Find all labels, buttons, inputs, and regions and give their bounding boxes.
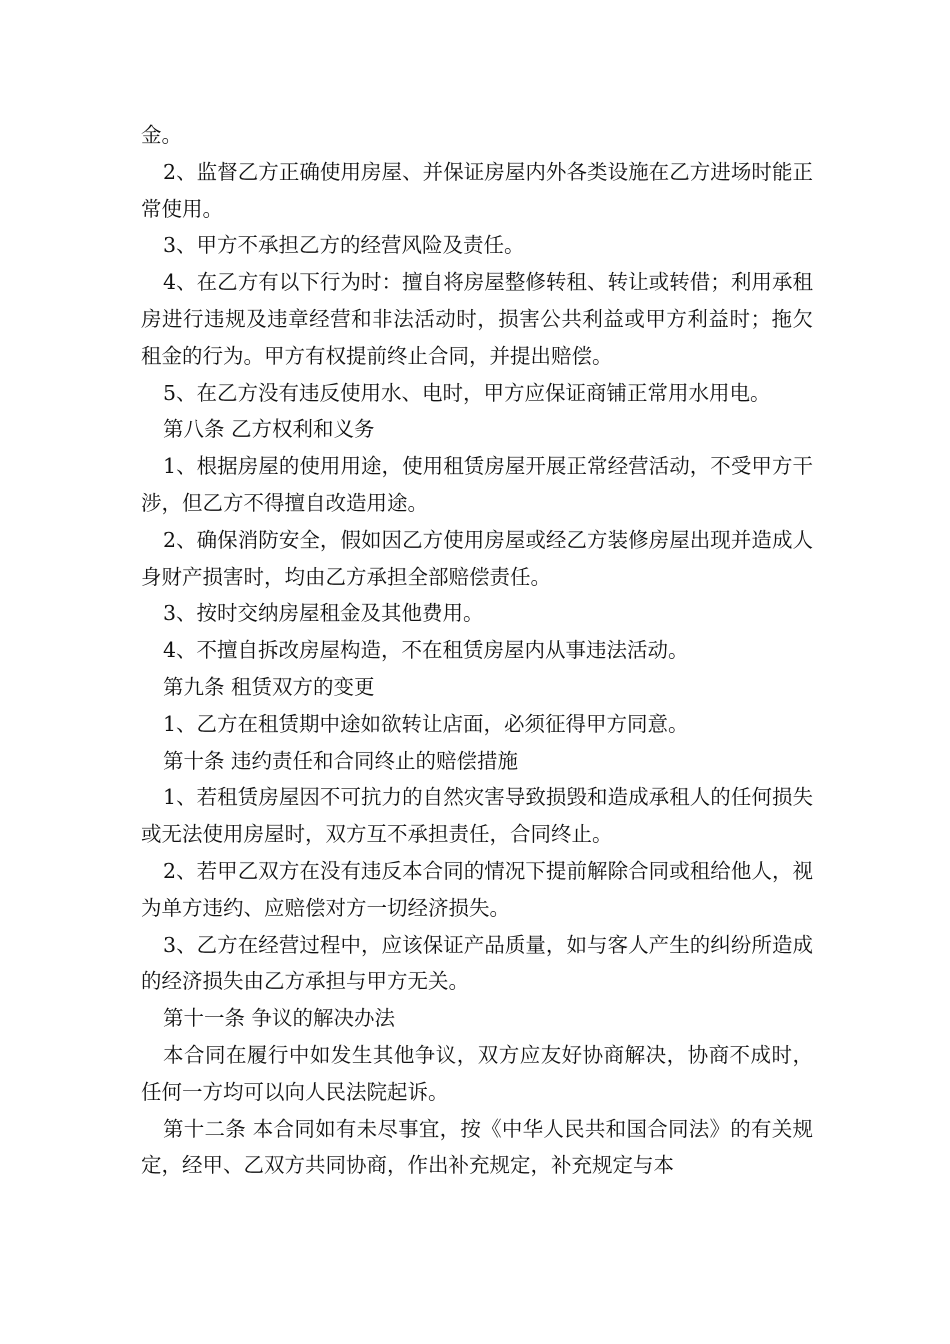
article-10-heading: 第十条 违约责任和合同终止的赔偿措施 [163, 748, 519, 773]
article-9-heading: 第九条 租赁双方的变更 [163, 674, 375, 699]
paragraph-clause-10-2: 2、若甲乙双方在没有违反本合同的情况下提前解除合同或租给他人，视为单方违约、应赔偿对方一切经济损失。 [141, 858, 813, 920]
article-12-paragraph: 第十二条 本合同如有未尽事宜，按《中华人民共和国合同法》的有关规定，经甲、乙双方共同协商，作出补充规定，补充规定与本 [141, 1116, 813, 1178]
article-11-heading: 第十一条 争议的解决办法 [163, 1006, 396, 1031]
paragraph-clause-7-4: 4、在乙方有以下行为时：擅自将房屋整修转租、转让或转借；利用承租房进行违规及违章经营和非法活动时，损害公共利益或甲方利益时；拖欠租金的行为。甲方有权提前终止合同，并提出赔偿。 [141, 270, 813, 368]
paragraph-clause-7-2: 2、监督乙方正确使用房屋、并保证房屋内外各类设施在乙方进场时能正常使用。 [141, 159, 813, 221]
paragraph-continuation: 金。 [141, 123, 182, 147]
document-body [141, 117, 813, 1184]
paragraph-clause-11-body: 本合同在履行中如发生其他争议，双方应友好协商解决，协商不成时，任何一方均可以向人民法院起诉。 [141, 1042, 813, 1104]
article-8-heading: 第八条 乙方权利和义务 [163, 417, 375, 442]
paragraph-clause-9-1: 1、乙方在租赁期中途如欲转让店面，必须征得甲方同意。 [163, 711, 689, 736]
paragraph-clause-8-1: 1、根据房屋的使用用途，使用租赁房屋开展正常经营活动，不受甲方干涉，但乙方不得擅自改造用途。 [141, 454, 813, 515]
paragraph-clause-10-3: 3、乙方在经营过程中，应该保证产品质量，如与客人产生的纠纷所造成的经济损失由乙方承担与甲方无关。 [141, 932, 813, 994]
paragraph-clause-7-3: 3、甲方不承担乙方的经营风险及责任。 [163, 233, 525, 258]
paragraph-clause-7-5: 5、在乙方没有违反使用水、电时，甲方应保证商铺正常用水用电。 [163, 380, 771, 405]
paragraph-clause-8-3: 3、按时交纳房屋租金及其他费用。 [163, 601, 484, 626]
paragraph-clause-8-2: 2、确保消防安全，假如因乙方使用房屋或经乙方装修房屋出现并造成人身财产损害时，均由乙方承担全部赔偿责任。 [141, 527, 813, 589]
paragraph-clause-10-1: 1、若租赁房屋因不可抗力的自然灾害导致损毁和造成承租人的任何损失或无法使用房屋时，双方互不承担责任，合同终止。 [141, 785, 813, 847]
paragraph-clause-8-4: 4、不擅自拆改房屋构造，不在租赁房屋内从事违法活动。 [163, 638, 689, 663]
